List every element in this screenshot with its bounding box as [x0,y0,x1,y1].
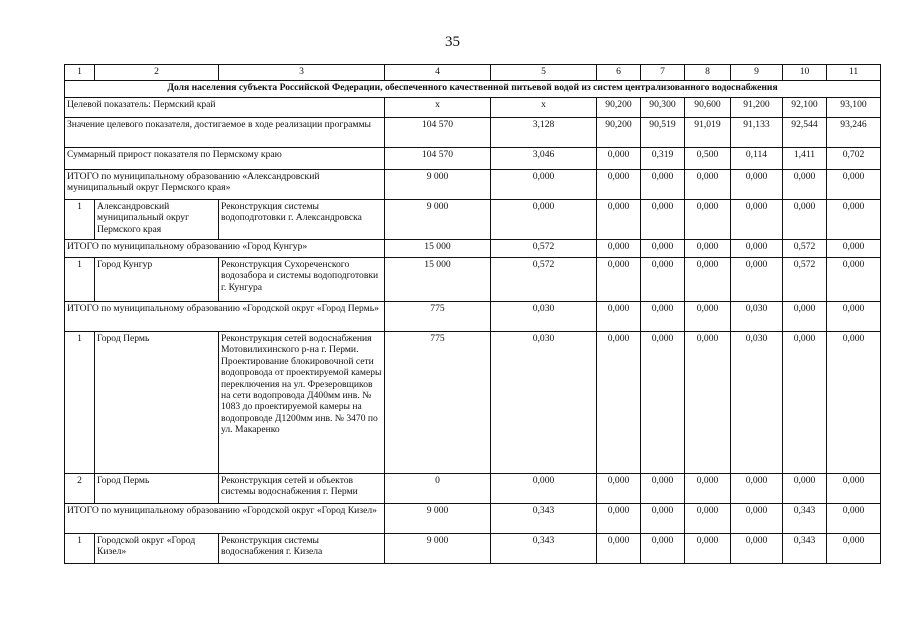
value-cell: 91,200 [731,98,783,118]
value-cell: 0,030 [491,302,597,332]
row-number: 1 [65,332,95,474]
table-row [65,98,881,118]
value-cell: 0,000 [685,302,731,332]
table-row [65,240,881,258]
value-cell: 0,000 [491,474,597,504]
value-cell: 0,114 [731,148,783,170]
municipality-cell: Александровский муниципальный округ Пермского края [95,200,219,240]
value-cell: 0,000 [597,148,641,170]
value-cell: 0,000 [731,200,783,240]
table-title: Доля населения субъекта Российской Федерации, обеспеченного качественной питьевой водой из систем централизованного водоснабжения [65,81,881,98]
value-cell: 775 [385,302,491,332]
municipality-cell: Городской округ «Город Кизел» [95,534,219,564]
table-row [65,474,881,504]
project-cell: Реконструкция системы водоподготовки г. Александровска [219,200,385,240]
value-cell: 0,000 [685,332,731,474]
value-cell: 91,133 [731,118,783,148]
value-cell: 104 570 [385,118,491,148]
project-cell: Реконструкция Сухореченского водозабора и системы водоподготовки г. Кунгура [219,258,385,302]
value-cell: 0,000 [783,474,827,504]
value-cell: 0,000 [491,170,597,200]
row-label: Суммарный прирост показателя по Пермскому краю [65,148,385,170]
value-cell: 0,000 [685,200,731,240]
table-row [65,258,881,302]
table-row [65,148,881,170]
value-cell: 775 [385,332,491,474]
value-cell: 9 000 [385,504,491,534]
col-header: 10 [783,65,827,81]
value-cell: 9 000 [385,200,491,240]
value-cell: 0,000 [597,170,641,200]
project-cell: Реконструкция сетей водоснабжения Мотовилихинского р-на г. Перми. Проектирование блокировочной сети водопровода от проектируемой камеры переключения на ул. Фрезеровщиков на сети водопровода Д400мм инв. № 1083 до проектируемой камеры на водопроводе Д1200мм инв. № 3470 по ул. Макаренко [219,332,385,474]
value-cell: 0,000 [827,504,881,534]
value-cell: 90,300 [641,98,685,118]
col-header: 7 [641,65,685,81]
value-cell: 0 [385,474,491,504]
value-cell: 0,343 [783,504,827,534]
col-header: 3 [219,65,385,81]
col-header: 4 [385,65,491,81]
value-cell: 0,030 [491,332,597,474]
table-row [65,200,881,240]
value-cell: 0,000 [827,534,881,564]
value-cell: 0,000 [641,534,685,564]
value-cell: 0,000 [597,504,641,534]
value-cell: 0,000 [827,240,881,258]
value-cell: 90,519 [641,118,685,148]
col-header: 1 [65,65,95,81]
value-cell: 0,000 [827,200,881,240]
table-row [65,170,881,200]
value-cell: 0,000 [641,240,685,258]
value-cell: 0,000 [731,258,783,302]
value-cell: 93,100 [827,98,881,118]
value-cell: 3,128 [491,118,597,148]
value-cell: 0,000 [597,534,641,564]
col-header: 8 [685,65,731,81]
row-label: ИТОГО по муниципальному образованию «Город Кунгур» [65,240,385,258]
value-cell: 0,030 [731,302,783,332]
row-label: ИТОГО по муниципальному образованию «Городской округ «Город Пермь» [65,302,385,332]
value-cell: 0,000 [827,474,881,504]
row-number: 2 [65,474,95,504]
value-cell: 0,000 [731,474,783,504]
value-cell: 90,200 [597,98,641,118]
value-cell: 0,000 [783,332,827,474]
value-cell: 0,000 [685,474,731,504]
value-cell: 0,500 [685,148,731,170]
value-cell: 91,019 [685,118,731,148]
row-number: 1 [65,258,95,302]
value-cell: 3,046 [491,148,597,170]
value-cell: 15 000 [385,240,491,258]
col-header: 11 [827,65,881,81]
value-cell: 92,100 [783,98,827,118]
title-row [65,81,881,98]
value-cell: 0,572 [491,258,597,302]
row-label: Целевой показатель: Пермский край [65,98,385,118]
value-cell: 90,600 [685,98,731,118]
value-cell: x [385,98,491,118]
row-label: Значение целевого показателя, достигаемое в ходе реализации программы [65,118,385,148]
value-cell: 0,000 [641,332,685,474]
value-cell: 0,702 [827,148,881,170]
value-cell: 0,000 [685,170,731,200]
value-cell: 0,000 [783,302,827,332]
value-cell: 0,000 [641,302,685,332]
table-row [65,534,881,564]
value-cell: 0,000 [641,200,685,240]
table-row [65,504,881,534]
data-table [64,64,881,564]
value-cell: 0,000 [597,258,641,302]
value-cell: 0,000 [597,240,641,258]
table-row [65,302,881,332]
value-cell: 0,343 [783,534,827,564]
table-row [65,332,881,474]
value-cell: 1,411 [783,148,827,170]
value-cell: 0,000 [491,200,597,240]
value-cell: 0,000 [827,332,881,474]
value-cell: 90,200 [597,118,641,148]
value-cell: 0,000 [597,302,641,332]
value-cell: 0,030 [731,332,783,474]
value-cell: 0,000 [685,258,731,302]
table-row [65,118,881,148]
value-cell: 0,000 [597,200,641,240]
value-cell: x [491,98,597,118]
value-cell: 15 000 [385,258,491,302]
municipality-cell: Город Кунгур [95,258,219,302]
value-cell: 0,572 [783,240,827,258]
value-cell: 0,000 [641,170,685,200]
col-header: 5 [491,65,597,81]
value-cell: 0,000 [641,474,685,504]
value-cell: 0,000 [731,170,783,200]
municipality-cell: Город Пермь [95,332,219,474]
municipality-cell: Город Пермь [95,474,219,504]
value-cell: 0,000 [783,170,827,200]
value-cell: 0,000 [783,200,827,240]
header-row [65,65,881,81]
value-cell: 93,246 [827,118,881,148]
project-cell: Реконструкция сетей и объектов системы водоснабжения г. Перми [219,474,385,504]
value-cell: 0,000 [731,534,783,564]
value-cell: 9 000 [385,534,491,564]
value-cell: 0,000 [731,504,783,534]
row-number: 1 [65,200,95,240]
value-cell: 0,000 [597,332,641,474]
col-header: 9 [731,65,783,81]
value-cell: 104 570 [385,148,491,170]
value-cell: 0,000 [641,258,685,302]
value-cell: 9 000 [385,170,491,200]
value-cell: 0,000 [685,504,731,534]
value-cell: 92,544 [783,118,827,148]
col-header: 2 [95,65,219,81]
value-cell: 0,000 [731,240,783,258]
page-number: 35 [445,34,460,50]
project-cell: Реконструкция системы водоснабжения г. Кизела [219,534,385,564]
value-cell: 0,000 [597,474,641,504]
value-cell: 0,319 [641,148,685,170]
value-cell: 0,000 [685,534,731,564]
value-cell: 0,343 [491,534,597,564]
value-cell: 0,000 [827,302,881,332]
value-cell: 0,000 [685,240,731,258]
value-cell: 0,000 [827,170,881,200]
row-label: ИТОГО по муниципальному образованию «Александровский муниципальный округ Пермского края» [65,170,385,200]
col-header: 6 [597,65,641,81]
value-cell: 0,343 [491,504,597,534]
value-cell: 0,572 [491,240,597,258]
value-cell: 0,000 [827,258,881,302]
value-cell: 0,572 [783,258,827,302]
value-cell: 0,000 [641,504,685,534]
row-label: ИТОГО по муниципальному образованию «Городской округ «Город Кизел» [65,504,385,534]
row-number: 1 [65,534,95,564]
